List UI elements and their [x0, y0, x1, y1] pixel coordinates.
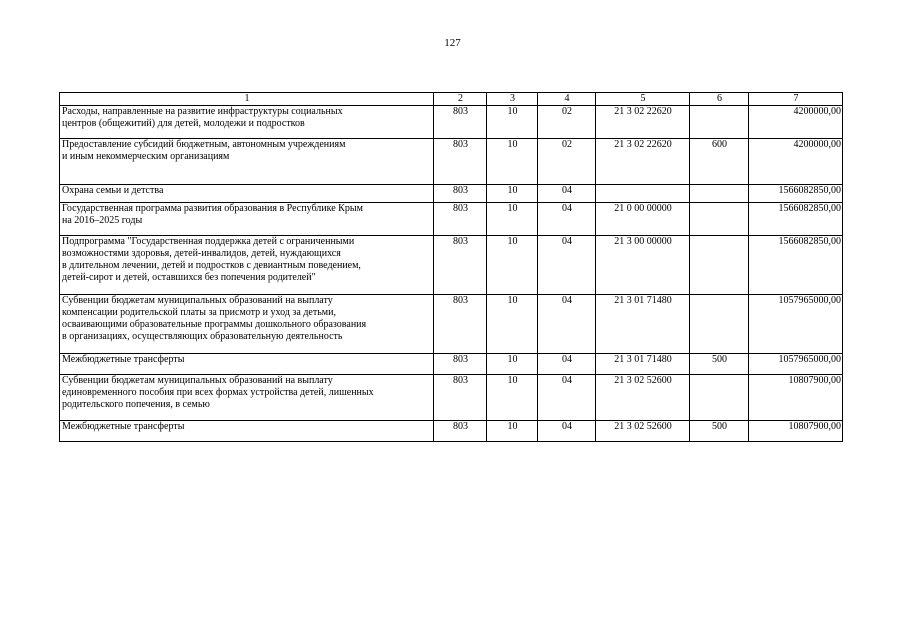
table-row: [60, 106, 843, 139]
kind-code-cell: [690, 236, 749, 295]
row-name-line: осваивающими образовательные программы дошкольного образования: [62, 319, 367, 330]
code-2-cell: 10: [487, 185, 538, 203]
code-2-cell: 10: [487, 375, 538, 421]
row-name-line: центров (общежитий) для детей, молодежи и подростков: [62, 118, 305, 129]
row-name-line: детей-сирот и детей, оставшихся без попечения родителей": [62, 272, 316, 283]
table-row: [60, 295, 843, 354]
row-name-line: на 2016–2025 годы: [62, 215, 143, 226]
table-row: [60, 203, 843, 236]
row-name-line: и иным некоммерческим организациям: [62, 151, 230, 162]
row-name-line: единовременного пособия при всех формах устройства детей, лишенных: [62, 387, 374, 398]
column-header: 6: [690, 93, 749, 106]
column-header: 3: [487, 93, 538, 106]
kind-code-cell: [690, 106, 749, 139]
target-code-cell: 21 3 02 22620: [596, 106, 690, 139]
row-name-line: в длительном лечении, детей и подростков с девиантным поведением,: [62, 260, 361, 271]
code-3-cell: 04: [538, 375, 596, 421]
row-name-line: Субвенции бюджетам муниципальных образований на выплату: [62, 295, 333, 306]
code-2-cell: 10: [487, 236, 538, 295]
row-name-line: Подпрограмма "Государственная поддержка детей с ограниченными: [62, 236, 355, 247]
code-1-cell: 803: [434, 185, 487, 203]
row-name-cell: [60, 106, 434, 139]
kind-code-cell: [690, 295, 749, 354]
code-3-cell: 02: [538, 139, 596, 185]
column-header: 7: [749, 93, 843, 106]
code-1-cell: 803: [434, 203, 487, 236]
row-name-line: Государственная программа развития образования в Республике Крым: [62, 203, 363, 214]
row-name-line: в организациях, осуществляющих образовательную деятельность: [62, 331, 343, 342]
row-name-cell: [60, 375, 434, 421]
row-name-line: Охрана семьи и детства: [62, 185, 164, 196]
header-row: [60, 93, 843, 106]
code-3-cell: 04: [538, 203, 596, 236]
kind-code-cell: 500: [690, 421, 749, 442]
code-3-cell: 04: [538, 295, 596, 354]
column-header: 2: [434, 93, 487, 106]
target-code-cell: 21 3 02 22620: [596, 139, 690, 185]
row-name-line: Предоставление субсидий бюджетным, автономным учреждениям: [62, 139, 346, 150]
table-row: [60, 185, 843, 203]
row-name-cell: [60, 203, 434, 236]
code-3-cell: 04: [538, 236, 596, 295]
code-2-cell: 10: [487, 295, 538, 354]
amount-cell: 4200000,00: [749, 139, 843, 185]
amount-cell: 10807900,00: [749, 421, 843, 442]
row-name-cell: [60, 354, 434, 375]
code-1-cell: 803: [434, 139, 487, 185]
table-row: [60, 139, 843, 185]
target-code-cell: 21 3 02 52600: [596, 375, 690, 421]
table-row: [60, 375, 843, 421]
target-code-cell: 21 3 02 52600: [596, 421, 690, 442]
row-name-cell: [60, 139, 434, 185]
target-code-cell: 21 3 01 71480: [596, 354, 690, 375]
column-header: 5: [596, 93, 690, 106]
row-name-line: родительского попечения, в семью: [62, 399, 210, 410]
kind-code-cell: [690, 375, 749, 421]
column-header: 4: [538, 93, 596, 106]
target-code-cell: 21 3 01 71480: [596, 295, 690, 354]
row-name-line: возможностями здоровья, детей-инвалидов, детей, нуждающихся: [62, 248, 341, 259]
column-header: 1: [60, 93, 434, 106]
code-2-cell: 10: [487, 139, 538, 185]
code-1-cell: 803: [434, 236, 487, 295]
target-code-cell: 21 3 00 00000: [596, 236, 690, 295]
page-number: 127: [444, 37, 461, 49]
amount-cell: 1566082850,00: [749, 203, 843, 236]
amount-cell: 4200000,00: [749, 106, 843, 139]
code-2-cell: 10: [487, 203, 538, 236]
row-name-line: компенсации родительской платы за присмотр и уход за детьми,: [62, 307, 336, 318]
code-1-cell: 803: [434, 295, 487, 354]
code-1-cell: 803: [434, 375, 487, 421]
table-row: [60, 236, 843, 295]
amount-cell: 1566082850,00: [749, 236, 843, 295]
code-1-cell: 803: [434, 421, 487, 442]
amount-cell: 1057965000,00: [749, 354, 843, 375]
row-name-cell: [60, 295, 434, 354]
code-3-cell: 04: [538, 354, 596, 375]
code-2-cell: 10: [487, 421, 538, 442]
code-1-cell: 803: [434, 354, 487, 375]
amount-cell: 1057965000,00: [749, 295, 843, 354]
target-code-cell: [596, 185, 690, 203]
row-name-line: Межбюджетные трансферты: [62, 421, 185, 432]
target-code-cell: 21 0 00 00000: [596, 203, 690, 236]
row-name-line: Расходы, направленные на развитие инфраструктуры социальных: [62, 106, 343, 117]
code-3-cell: 02: [538, 106, 596, 139]
row-name-line: Межбюджетные трансферты: [62, 354, 185, 365]
row-name-line: Субвенции бюджетам муниципальных образований на выплату: [62, 375, 333, 386]
amount-cell: 1566082850,00: [749, 185, 843, 203]
row-name-cell: [60, 185, 434, 203]
table-row: [60, 421, 843, 442]
kind-code-cell: [690, 185, 749, 203]
code-3-cell: 04: [538, 185, 596, 203]
kind-code-cell: [690, 203, 749, 236]
budget-table: [59, 92, 843, 442]
row-name-cell: [60, 421, 434, 442]
row-name-cell: [60, 236, 434, 295]
code-3-cell: 04: [538, 421, 596, 442]
table-row: [60, 354, 843, 375]
kind-code-cell: 500: [690, 354, 749, 375]
code-1-cell: 803: [434, 106, 487, 139]
amount-cell: 10807900,00: [749, 375, 843, 421]
kind-code-cell: 600: [690, 139, 749, 185]
code-2-cell: 10: [487, 106, 538, 139]
code-2-cell: 10: [487, 354, 538, 375]
